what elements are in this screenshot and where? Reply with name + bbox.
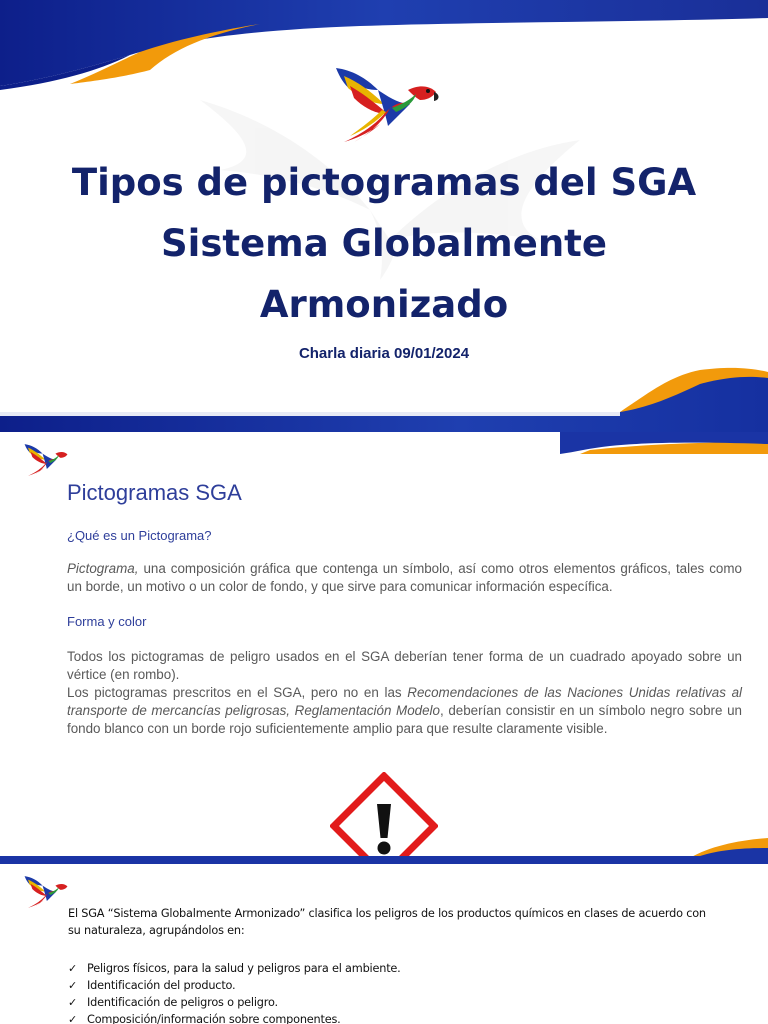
hazard-list bbox=[68, 960, 401, 1024]
classification-intro: El SGA “Sistema Globalmente Armonizado” clasifica los peligros de los productos químicos en clases de acuerdo con su naturaleza, agrupándolos en: bbox=[68, 907, 706, 937]
bottom-wave-decoration-2 bbox=[0, 832, 768, 864]
shape-text-b-end: , deberían consistir en un símbolo negro sobre un fondo blanco con un borde rojo suficientemente amplio para que resulte claramente visible. bbox=[67, 703, 742, 736]
list-item-text: Identificación de peligros o peligro. bbox=[87, 996, 278, 1009]
list-item bbox=[68, 977, 401, 994]
title-line-2: Sistema Globalmente bbox=[161, 222, 607, 265]
checkmark-icon: ✓ bbox=[68, 1013, 78, 1024]
corner-wave-decoration bbox=[560, 432, 768, 454]
title-line-1: Tipos de pictogramas del SGA bbox=[71, 161, 697, 204]
list-item bbox=[68, 1011, 401, 1024]
un-recommendations-title: Recomendaciones de las Naciones Unidas relativas al transporte de mercancías peligrosas, Reglamentación Modelo bbox=[67, 685, 743, 718]
checkmark-icon: ✓ bbox=[68, 962, 78, 975]
list-item-text: Composición/información sobre componentes. bbox=[87, 1013, 341, 1024]
shape-color-heading: Forma y color bbox=[67, 614, 147, 629]
title-slide bbox=[0, 0, 768, 432]
title-line-3: Armonizado bbox=[259, 283, 509, 326]
shape-text-b-start: Los pictogramas prescritos en el SGA, pero no en las bbox=[67, 685, 408, 700]
checkmark-icon: ✓ bbox=[68, 979, 78, 992]
list-item-text: Peligros físicos, para la salud y peligros para el ambiente. bbox=[87, 962, 401, 975]
list-item bbox=[68, 960, 401, 977]
macaw-logo-small-icon-2 bbox=[22, 874, 70, 910]
content-slide-clasificacion bbox=[0, 864, 768, 1024]
definition-text: una composición gráfica que contenga un símbolo, así como otros elementos gráficos, tales como un borde, un motivo o un color de fondo, y que sirve para comunicar información específica. bbox=[67, 561, 742, 594]
macaw-logo-small-icon bbox=[22, 442, 70, 478]
shape-text-a: Todos los pictogramas de peligro usados en el SGA deberían tener forma de un cuadrado apoyado sobre un vértice (en rombo). bbox=[67, 649, 742, 682]
shape-paragraph bbox=[67, 648, 742, 738]
list-item-text: Identificación del producto. bbox=[87, 979, 236, 992]
checkmark-icon: ✓ bbox=[68, 996, 78, 1009]
bottom-wave-decoration bbox=[0, 362, 768, 432]
shape-text-b bbox=[67, 684, 742, 738]
slide-subtitle: Charla diaria 09/01/2024 bbox=[298, 345, 470, 362]
macaw-logo-icon bbox=[330, 64, 442, 146]
content-slide-pictogramas bbox=[0, 432, 768, 864]
definition-term: Pictograma, bbox=[67, 561, 139, 576]
list-item bbox=[68, 994, 401, 1011]
definition-paragraph bbox=[67, 560, 742, 596]
slide-title bbox=[40, 152, 728, 335]
question-heading: ¿Qué es un Pictograma? bbox=[67, 528, 212, 543]
section-title: Pictogramas SGA bbox=[67, 480, 242, 505]
